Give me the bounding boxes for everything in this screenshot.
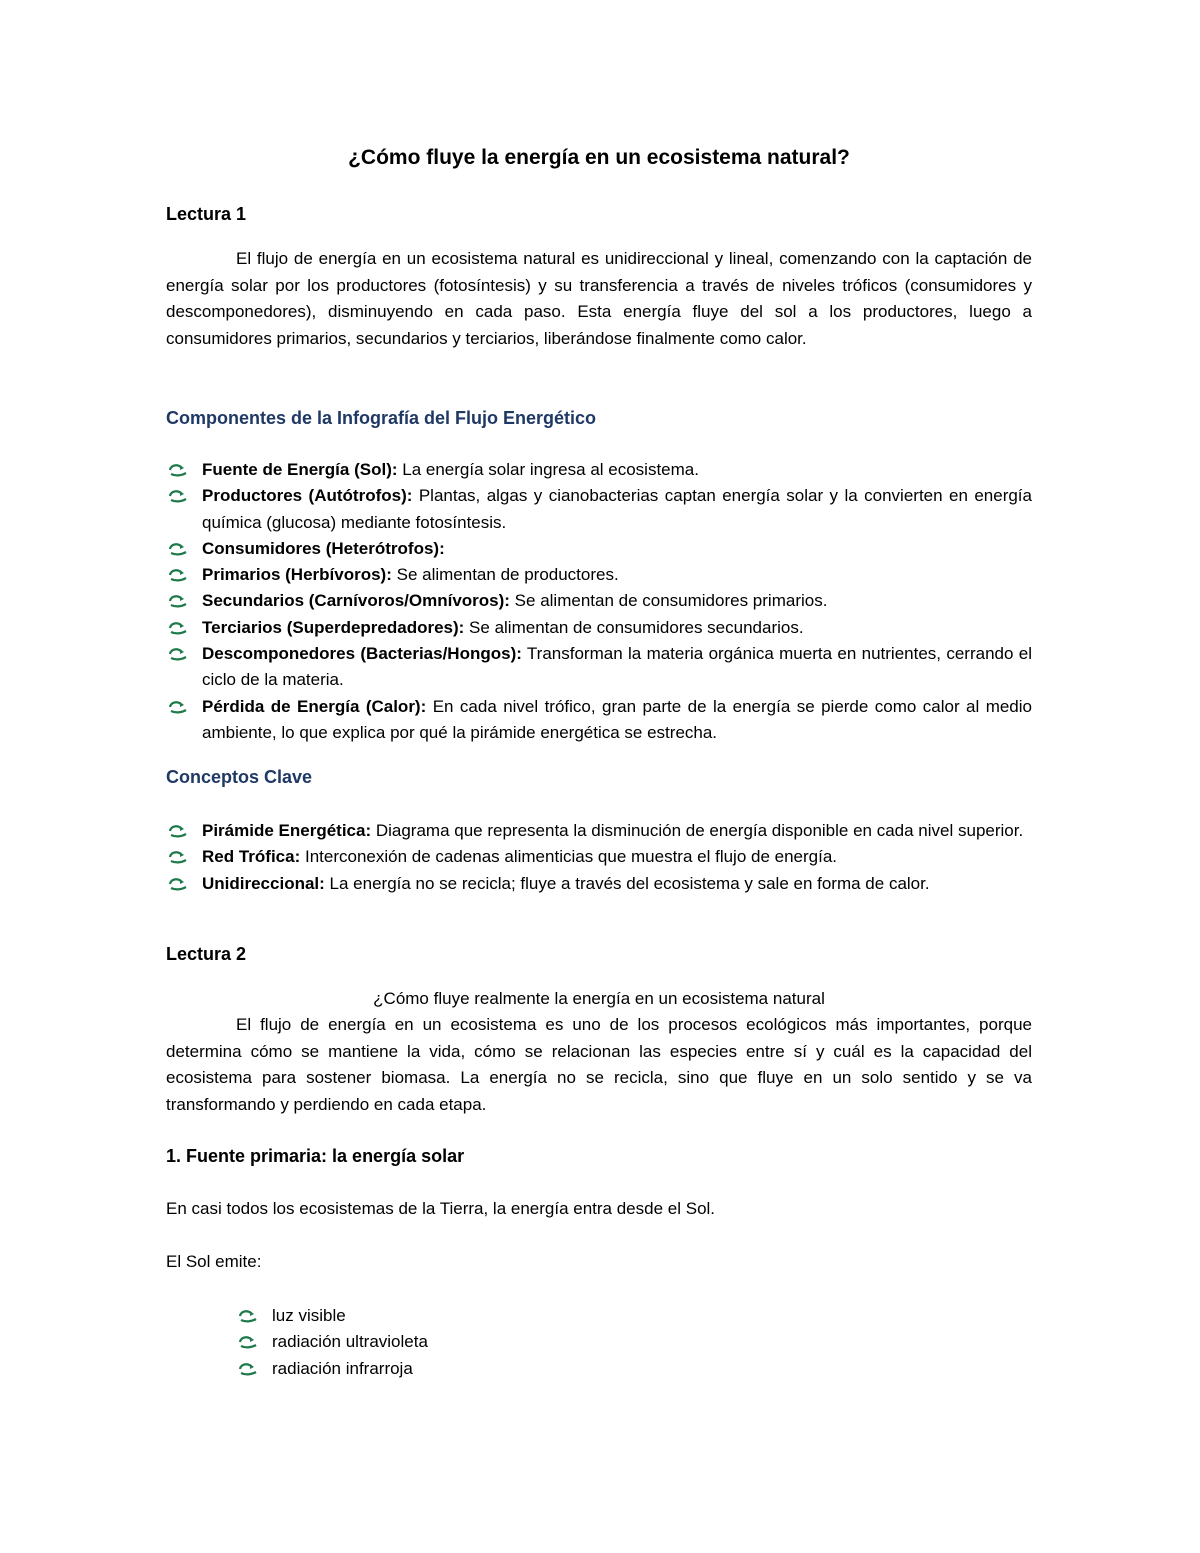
sol-emite-item [236, 1356, 736, 1382]
green-swirl-arrow-icon [168, 850, 188, 864]
componente-item [166, 615, 1032, 641]
term-label: Pérdida de Energía (Calor): [202, 696, 427, 716]
lectura2-heading: Lectura 2 [166, 944, 247, 964]
componente-item [166, 457, 1032, 483]
term-label: Primarios (Herbívoros): [202, 565, 392, 585]
term-description: Se alimentan de consumidores primarios. [509, 591, 828, 611]
sol-emite-item [236, 1329, 736, 1355]
concepto-item [166, 871, 1032, 897]
green-swirl-arrow-icon [168, 647, 188, 661]
green-swirl-arrow-icon [168, 542, 188, 556]
componente-item [166, 588, 1032, 614]
list-item-label: radiación infrarroja [272, 1358, 413, 1378]
term-label: Consumidores (Heterótrofos): [202, 538, 445, 558]
seccion1-line1: En casi todos los ecosistemas de la Tierra, la energía entra desde el Sol. [166, 1199, 716, 1218]
lectura1-heading: Lectura 1 [166, 204, 247, 224]
green-swirl-arrow-icon [168, 489, 188, 503]
lectura1-paragraph: El flujo de energía en un ecosistema natural es unidireccional y lineal, comenzando con la captación de energía solar por los productores (fotosíntesis) y su transferencia a través de niveles tróficos (consumidores y descomponedores), disminuyendo en cada paso. Esta energía fluye del sol a los productores, luego a consumidores primarios, secundarios y terciarios, liberándose finalmente como calor. [166, 249, 1032, 348]
lectura2-paragraph: El flujo de energía en un ecosistema es uno de los procesos ecológicos más importantes, porque determina cómo se mantiene la vida, cómo se relacionan las especies entre sí y cuál es la capacidad del ecosistema para sostener biomasa. La energía no se recicla, sino que fluye en un solo sentido y se va transformando y perdiendo en cada etapa. [166, 1015, 1032, 1114]
green-swirl-arrow-icon [168, 621, 188, 635]
term-label: Unidireccional: [202, 873, 325, 893]
concepto-item [166, 818, 1032, 844]
term-label: Pirámide Energética: [202, 821, 372, 840]
green-swirl-arrow-icon [238, 1335, 258, 1349]
term-description: Diagrama que representa la disminución de energía disponible en cada nivel superior. [371, 821, 1024, 840]
green-swirl-arrow-icon [168, 594, 188, 608]
document-title: ¿Cómo fluye la energía en un ecosistema natural? [348, 146, 850, 169]
term-description: En cada nivel trófico, gran parte de la energía se pierde como calor al medio ambiente, lo que explica por qué la pirámide energética se estrecha. [202, 696, 1032, 742]
conceptos-heading: Conceptos Clave [166, 767, 313, 787]
term-label: Secundarios (Carnívoros/Omnívoros): [202, 591, 510, 611]
green-swirl-arrow-icon [168, 568, 188, 582]
term-label: Fuente de Energía (Sol): [202, 460, 398, 479]
green-swirl-arrow-icon [168, 877, 188, 891]
term-label: Red Trófica: [202, 847, 301, 867]
term-description: La energía no se recicla; fluye a través del ecosistema y sale en forma de calor. [324, 873, 930, 893]
concepto-item [166, 844, 1032, 870]
componente-item [166, 641, 1032, 694]
term-description: Transforman la materia orgánica muerta en nutrientes, cerrando el ciclo de la materia. [202, 644, 1032, 690]
sol-emite-item [236, 1303, 736, 1329]
green-swirl-arrow-icon [168, 463, 188, 477]
componente-item [166, 694, 1032, 747]
green-swirl-arrow-icon [238, 1309, 258, 1323]
green-swirl-arrow-icon [238, 1362, 258, 1376]
term-description: Interconexión de cadenas alimenticias que muestra el flujo de energía. [300, 847, 838, 867]
sol-emite-list [236, 1303, 736, 1382]
term-description: Se alimentan de productores. [391, 565, 619, 585]
green-swirl-arrow-icon [168, 700, 188, 714]
list-item-label: luz visible [272, 1306, 346, 1325]
componente-item [166, 483, 1032, 536]
term-description: Se alimentan de consumidores secundarios. [464, 617, 804, 637]
term-label: Terciarios (Superdepredadores): [202, 617, 465, 637]
seccion1-heading: 1. Fuente primaria: la energía solar [166, 1146, 465, 1166]
componentes-list [166, 457, 1032, 746]
term-description: La energía solar ingresa al ecosistema. [397, 460, 699, 479]
list-item-label: radiación ultravioleta [272, 1332, 428, 1352]
green-swirl-arrow-icon [168, 824, 188, 838]
seccion1-line2: El Sol emite: [166, 1252, 262, 1271]
componente-item [166, 536, 1032, 562]
term-label: Productores (Autótrofos): [202, 486, 413, 506]
term-description: Plantas, algas y cianobacterias captan energía solar y la convierten en energía química (glucosa) mediante fotosíntesis. [202, 486, 1032, 532]
componente-item [166, 562, 1032, 588]
componentes-heading: Componentes de la Infografía del Flujo Energético [166, 408, 597, 428]
conceptos-list [166, 818, 1032, 897]
lectura2-subtitle: ¿Cómo fluye realmente la energía en un ecosistema natural [373, 989, 825, 1008]
term-label: Descomponedores (Bacterias/Hongos): [202, 644, 522, 664]
